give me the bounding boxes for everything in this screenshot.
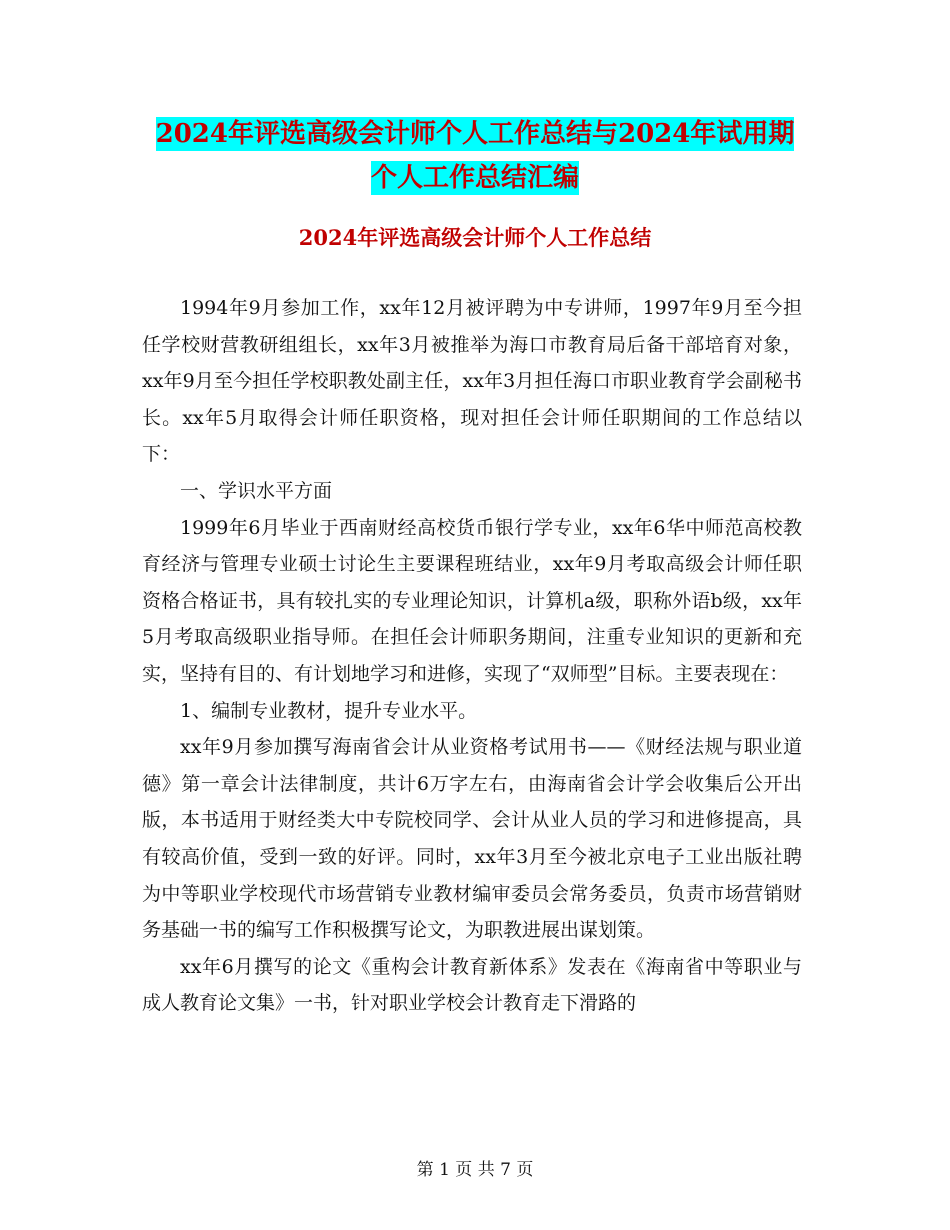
paragraph: xx年9月参加撰写海南省会计从业资格考试用书——《财经法规与职业道德》第一章会计法律制度，共计6万字左右，由海南省会计学会收集后公开出版，本书适用于财经类大中专院校同学、会计从业人员的学习和进修提高，具有较高价值，受到一致的好评。同时，xx年3月至今被北京电子工业出版社聘为中等职业学校现代市场营销专业教材编审委员会常务委员，负责市场营销财务基础一书的编写工作积极撰写论文，为职教进展出谋划策。 — [142, 736, 802, 942]
paragraph-heading: 一、学识水平方面 — [180, 479, 333, 502]
paragraph: 1994年9月参加工作，xx年12月被评聘为中专讲师，1997年9月至今担任学校财营教研组组长，xx年3月被推举为海口市教育局后备干部培育对象，xx年9月至今担任学校职教处副主任，xx年3月担任海口市职业教育学会副秘书长。xx年5月取得会计师任职资格，现对担任会计师任职期间的工作总结以下： — [142, 297, 802, 466]
document-title-line-1: 2024年评选高级会计师个人工作总结与2024年试用期 — [155, 119, 795, 149]
paragraph: xx年6月撰写的论文《重构会计教育新体系》发表在《海南省中等职业与成人教育论文集》一书，针对职业学校会计教育走下滑路的 — [142, 955, 802, 1015]
document-body — [142, 290, 802, 1022]
document-title — [140, 112, 810, 200]
page-footer: 第 1 页 共 7 页 — [416, 1160, 534, 1180]
paragraph: 1999年6月毕业于西南财经高校货币银行学专业，xx年6华中师范高校教育经济与管理专业硕士讨论生主要课程班结业，xx年9月考取高级会计师任职资格合格证书，具有较扎实的专业理论知识，计算机a级，职称外语b级，xx年5月考取高级职业指导师。在担任会计师职务期间，注重专业知识的更新和充实，坚持有目的、有计划地学习和进修，实现了“双师型”目标。主要表现在： — [142, 516, 802, 685]
document-title-line-2: 个人工作总结汇编 — [370, 163, 579, 193]
section-title: 2024年评选高级会计师个人工作总结 — [298, 225, 652, 250]
paragraph-subheading: 1、编制专业教材，提升专业水平。 — [180, 699, 478, 722]
